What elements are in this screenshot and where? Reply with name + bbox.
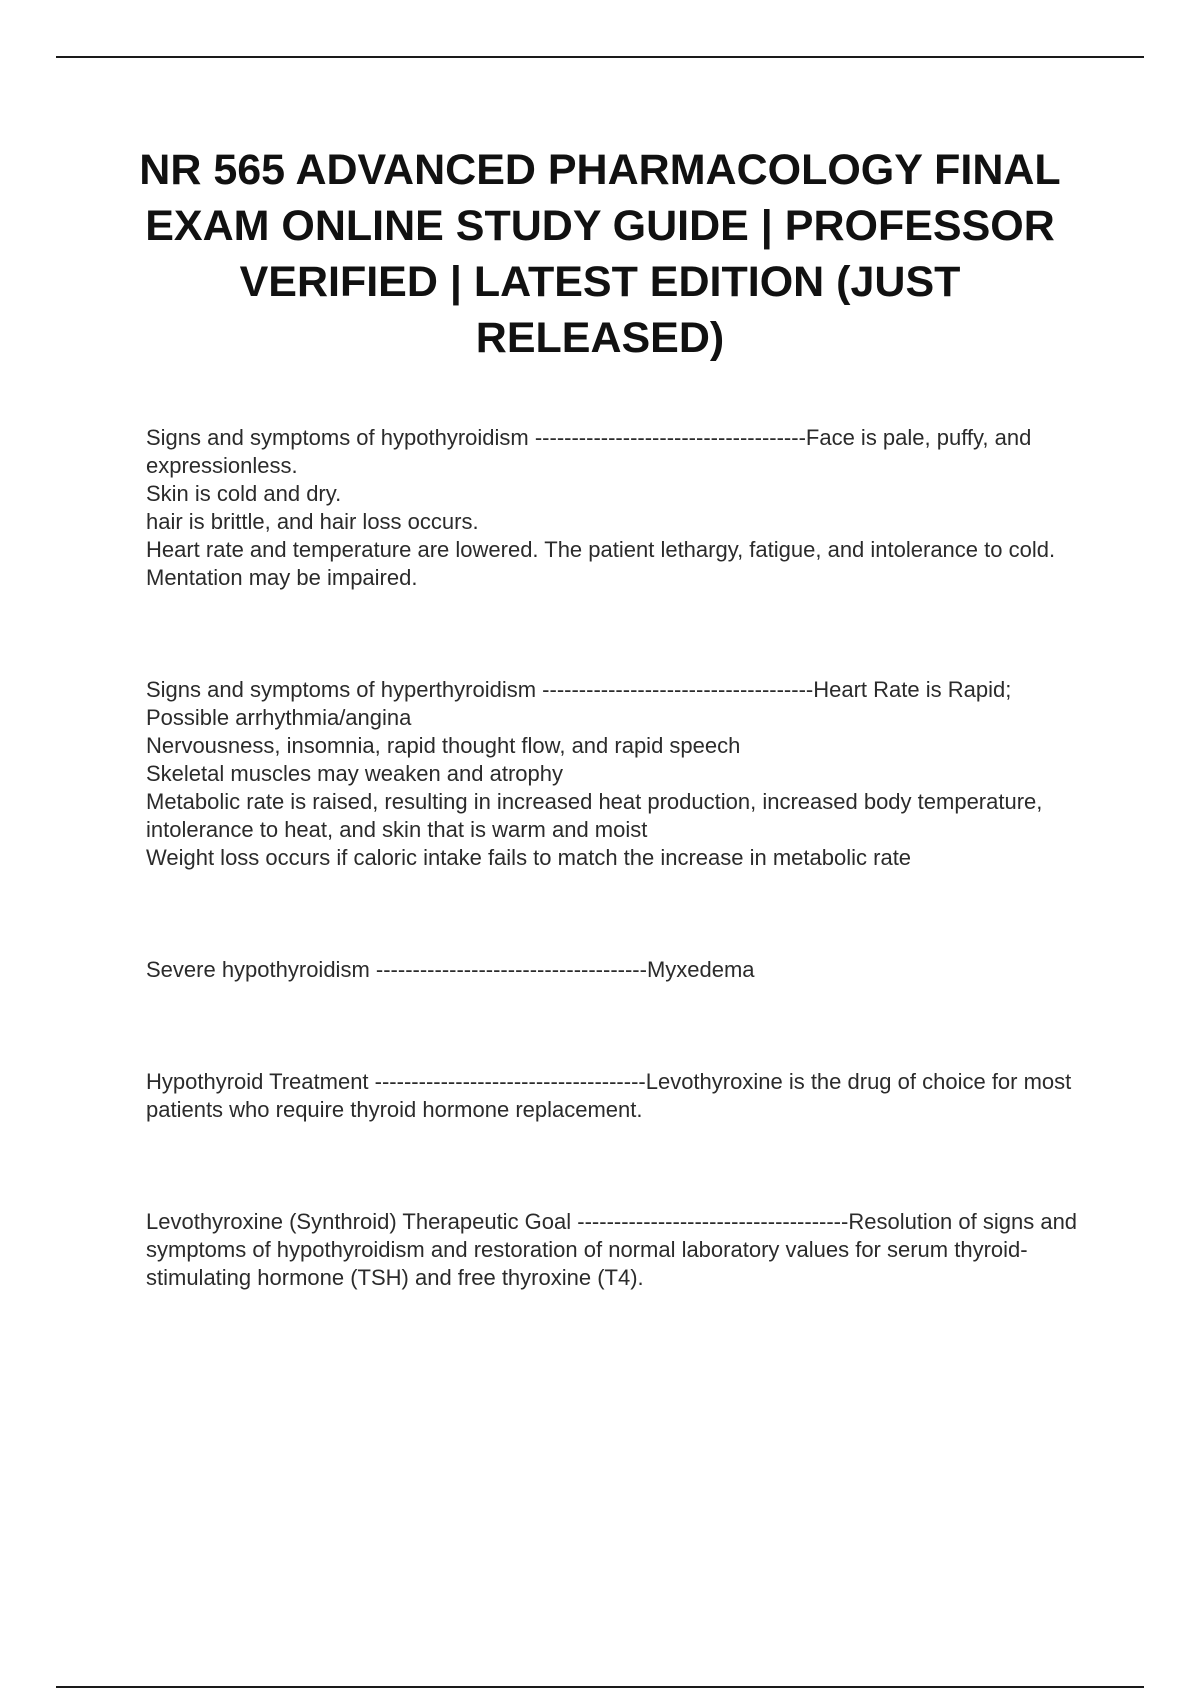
top-rule <box>56 56 1144 58</box>
entry-line: Metabolic rate is raised, resulting in increased heat production, increased body temperature, intolerance to heat, and skin that is warm and moist <box>146 789 1043 842</box>
entry-line: Severe hypothyroidism -------------------------------------Myxedema <box>146 957 755 982</box>
entry-line: hair is brittle, and hair loss occurs. <box>146 509 479 534</box>
entry-line: Nervousness, insomnia, rapid thought flow, and rapid speech <box>146 733 741 758</box>
entry-line: Heart rate and temperature are lowered. The patient lethargy, fatigue, and intolerance to cold. <box>146 537 1056 562</box>
entry-hypothyroid-treatment <box>146 1068 1086 1124</box>
entry-severe-hypothyroidism <box>146 956 1086 984</box>
entry-line: Signs and symptoms of hypothyroidism -------------------------------------Face is pale, puffy, and expressionless. <box>146 425 1032 478</box>
entry-levothyroxine-goal <box>146 1208 1086 1292</box>
entry-line: Signs and symptoms of hyperthyroidism -------------------------------------Heart Rate is Rapid; Possible arrhythmia/angina <box>146 677 1012 730</box>
bottom-rule <box>56 1686 1144 1688</box>
entry-hypothyroidism-symptoms <box>146 424 1086 592</box>
entry-line: Mentation may be impaired. <box>146 565 418 590</box>
entry-line: Skeletal muscles may weaken and atrophy <box>146 761 563 786</box>
document-title: NR 565 ADVANCED PHARMACOLOGY FINAL EXAM ONLINE STUDY GUIDE | PROFESSOR VERIFIED | LATEST EDITION (JUST RELEASED) <box>139 146 1061 362</box>
entry-line: Levothyroxine (Synthroid) Therapeutic Goal -------------------------------------Resolution of signs and symptoms of hypothyroidism and restoration of normal laboratory values for serum thyroid-stimulating hormone (TSH) and free thyroxine (T4). <box>146 1209 1078 1290</box>
entry-line: Skin is cold and dry. <box>146 481 342 506</box>
entry-line: Weight loss occurs if caloric intake fails to match the increase in metabolic rate <box>146 845 912 870</box>
study-guide-entries <box>146 424 1086 1292</box>
entry-line: Hypothyroid Treatment -------------------------------------Levothyroxine is the drug of choice for most patients who require thyroid hormone replacement. <box>146 1069 1072 1122</box>
entry-hyperthyroidism-symptoms <box>146 676 1086 872</box>
